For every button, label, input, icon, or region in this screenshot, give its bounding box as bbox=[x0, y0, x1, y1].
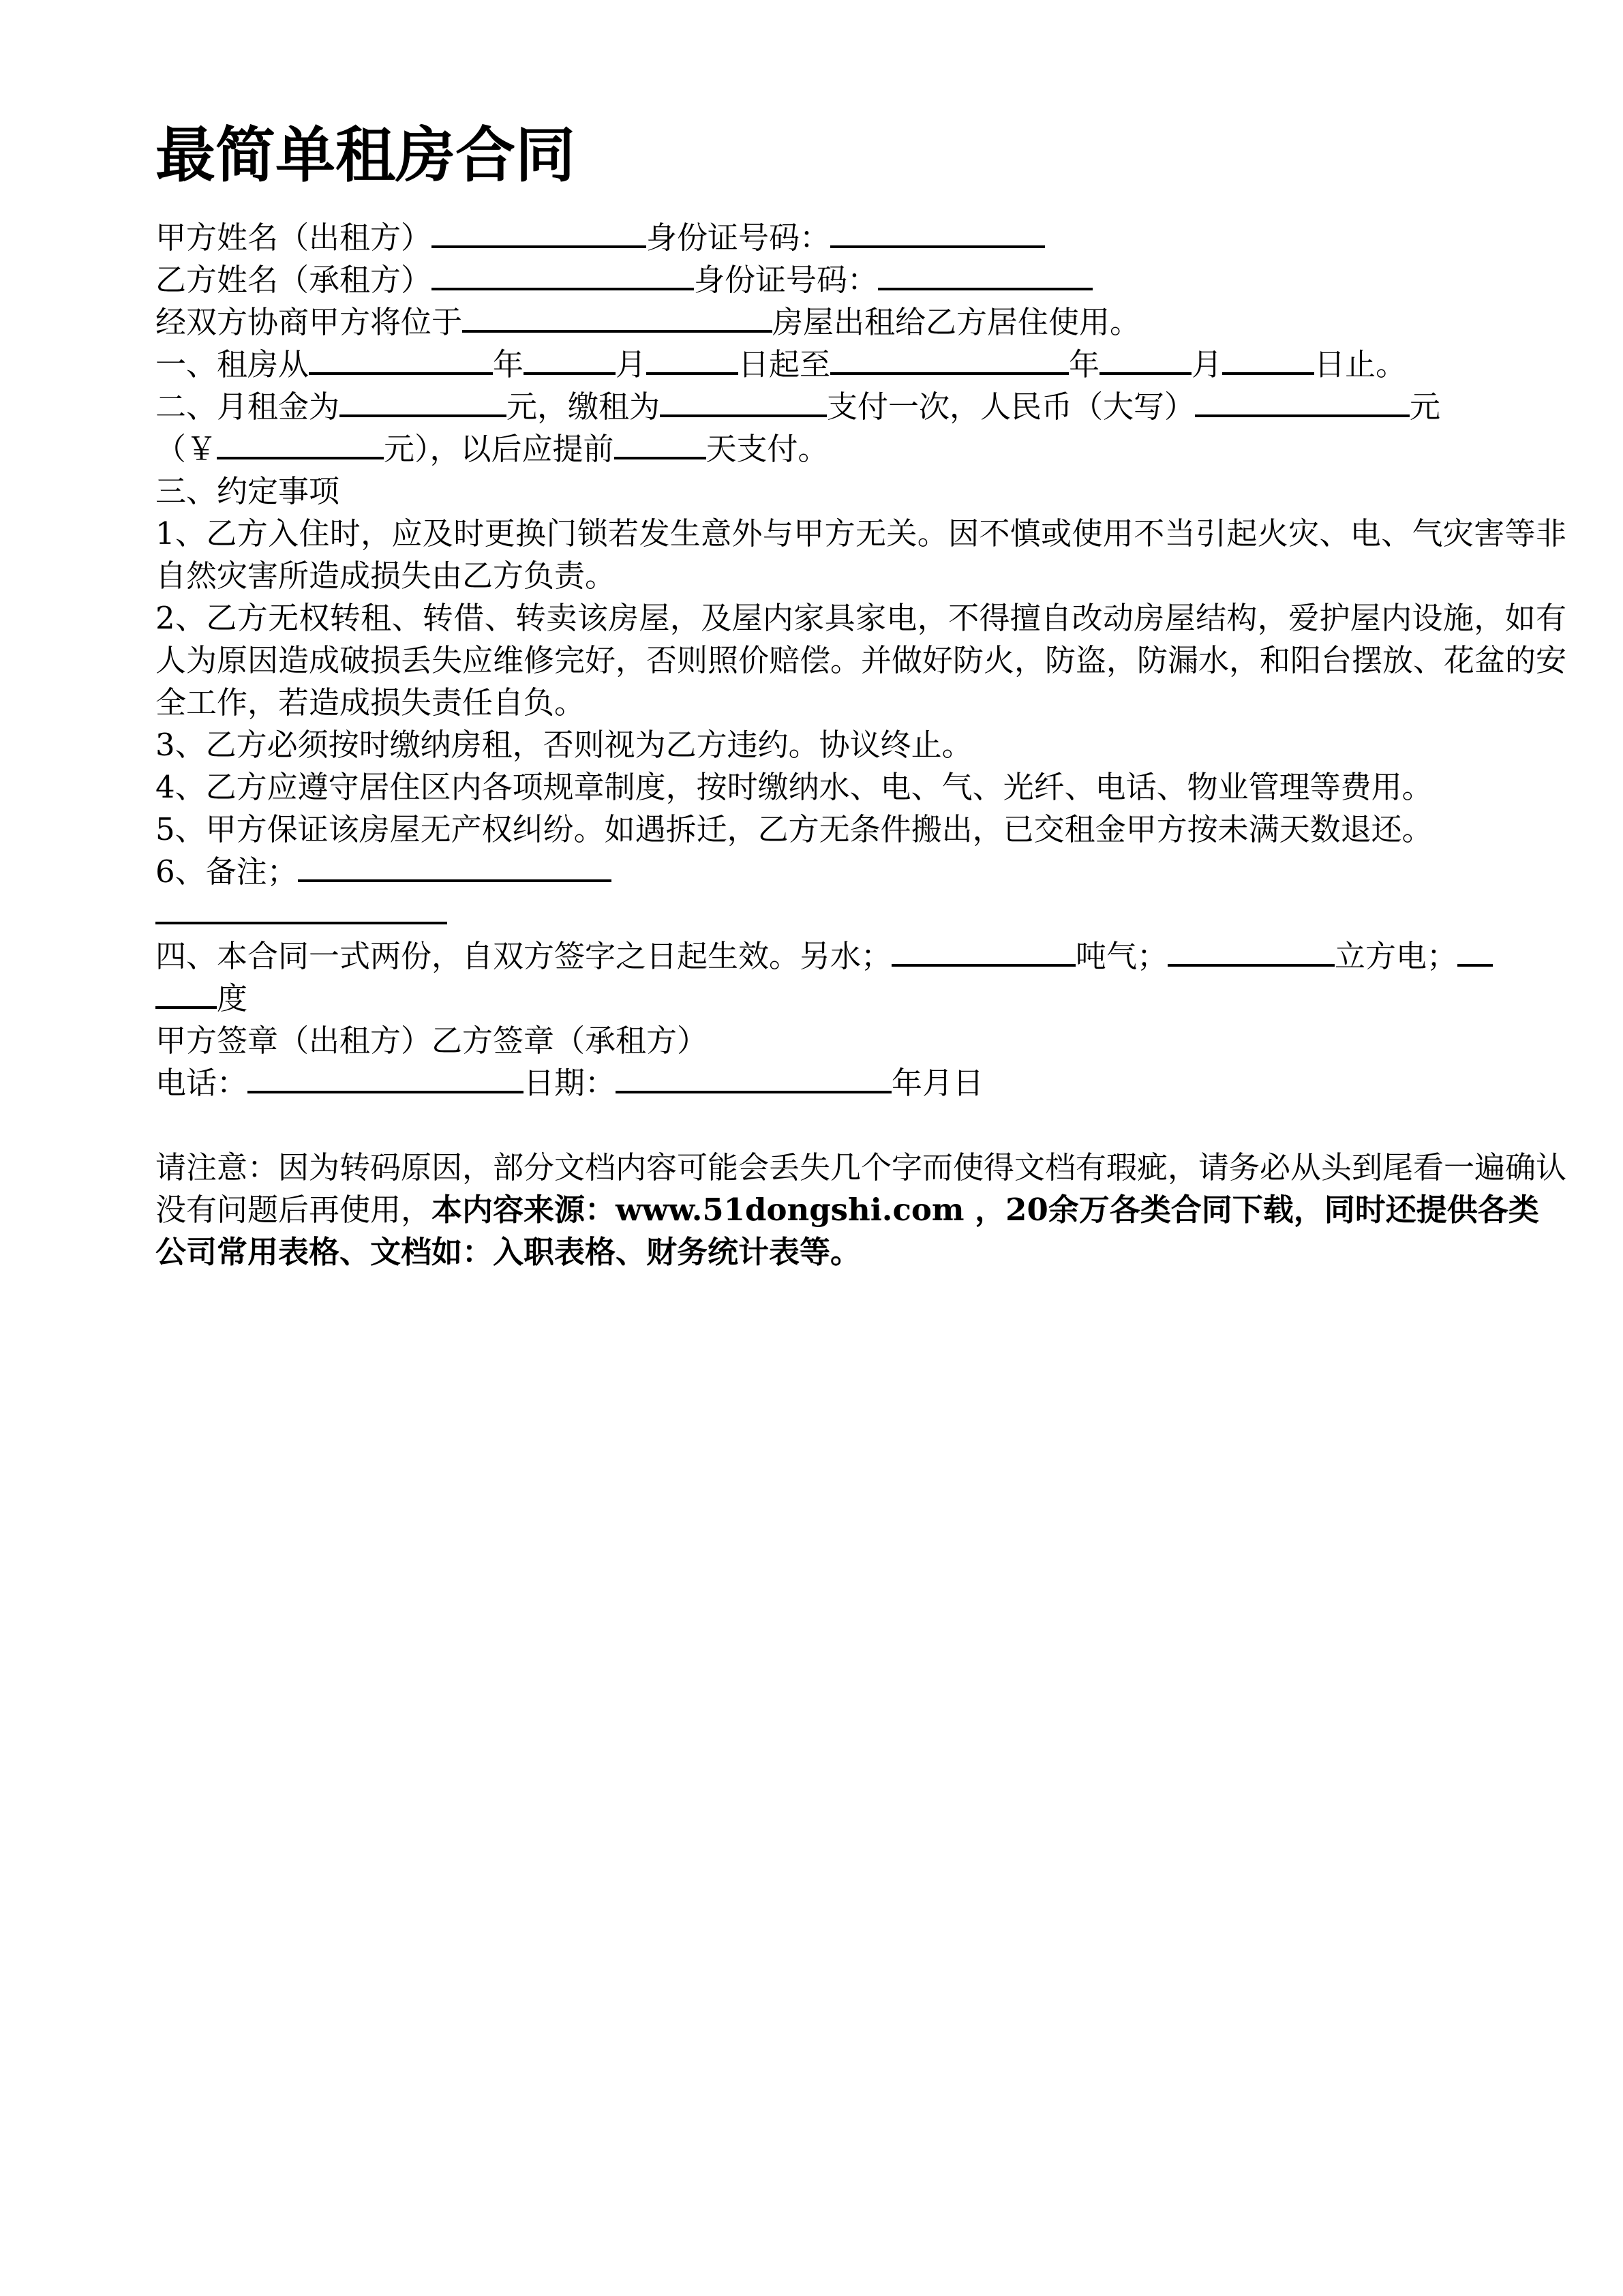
effect-cubic-elec: 立方电； bbox=[1335, 938, 1458, 974]
water-blank[interactable] bbox=[892, 937, 1076, 967]
phone-blank[interactable] bbox=[247, 1063, 524, 1093]
end-month-blank[interactable] bbox=[1099, 345, 1192, 375]
rent-days-pay: 天支付。 bbox=[706, 431, 829, 467]
landlord-id-blank[interactable] bbox=[830, 218, 1045, 248]
end-year-blank[interactable] bbox=[830, 345, 1069, 375]
advance-days-blank[interactable] bbox=[614, 429, 706, 459]
premise-address-blank[interactable] bbox=[462, 303, 772, 333]
tenant-name-blank[interactable] bbox=[431, 260, 694, 290]
clause-5: 5、甲方保证该房屋无产权纠纷。如遇拆迁，乙方无条件搬出，已交租金甲方按未满天数退还。 bbox=[155, 811, 1433, 847]
clause-4: 4、乙方应遵守居住区内各项规章制度，按时缴纳水、电、气、光纤、电话、物业管理等费用。 bbox=[155, 769, 1433, 805]
term-line bbox=[155, 344, 1566, 386]
tenant-line bbox=[155, 259, 1566, 301]
clause-3: 3、乙方必须按时缴纳房租，否则视为乙方违约。协议终止。 bbox=[155, 727, 973, 763]
rent-line-2 bbox=[155, 428, 1566, 470]
phone-date-line bbox=[155, 1062, 1566, 1104]
term-day-start: 日起至 bbox=[738, 346, 831, 382]
remark-line-2 bbox=[155, 893, 1566, 935]
effect-text: 四、本合同一式两份，自双方签字之日起生效。另水； bbox=[155, 938, 892, 974]
clause-2: 2、乙方无权转租、转借、转卖该房屋，及屋内家具家电，不得擅自改动房屋结构，爱护屋内设施，如有人为原因造成破损丢失应维修完好，否则照价赔偿。并做好防火，防盗，防漏水，和阳台摆放、花盆的安全工作，若造成损失责任自负。 bbox=[155, 600, 1567, 721]
notice-source-text: 本内容来源：www.51dongshi.com ，20余万各类合同下载，同时还提供各类公司常用表格、文档如：入职表格、财务统计表等。 bbox=[155, 1192, 1539, 1270]
remark-label: 6、备注； bbox=[155, 854, 298, 890]
rent-yuan2: 元 bbox=[1410, 389, 1441, 425]
premise-prefix: 经双方协商甲方将位于 bbox=[155, 304, 463, 340]
rent-paren-open: （￥ bbox=[155, 431, 217, 467]
start-year-blank[interactable] bbox=[309, 345, 493, 375]
landlord-line bbox=[155, 217, 1566, 259]
tenant-name-label: 乙方姓名（承租方） bbox=[155, 262, 432, 298]
effect-line-2 bbox=[155, 978, 1566, 1020]
contract-body bbox=[155, 217, 1566, 1273]
document-title: 最简单租房合同 bbox=[155, 120, 576, 190]
remark-blank-2[interactable] bbox=[155, 894, 447, 924]
tenant-id-label: 身份证号码： bbox=[694, 262, 879, 298]
rent-advance: 元），以后应提前 bbox=[384, 431, 614, 467]
rent-yuan: 元，缴租为 bbox=[506, 389, 661, 425]
term-prefix: 一、租房从 bbox=[155, 346, 309, 382]
landlord-name-label: 甲方姓名（出租方） bbox=[155, 220, 432, 256]
term-month2: 月 bbox=[1192, 346, 1223, 382]
effect-degree: 度 bbox=[217, 980, 248, 1016]
clauses-heading: 三、约定事项 bbox=[155, 473, 340, 509]
term-year2: 年 bbox=[1069, 346, 1100, 382]
signature-line: 甲方签章（出租方）乙方签章（承租方） bbox=[155, 1023, 708, 1059]
premise-suffix: 房屋出租给乙方居住使用。 bbox=[772, 304, 1141, 340]
notice-text: 请注意：因为转码原因，部分文档内容可能会丢失几个字而使得文档有瑕疵，请务必从头到尾看一遍确认没有问题后再使用， bbox=[155, 1149, 1567, 1228]
term-day-end: 日止。 bbox=[1314, 346, 1407, 382]
phone-label: 电话： bbox=[155, 1065, 248, 1101]
electricity-blank[interactable] bbox=[1457, 937, 1493, 967]
rent-prefix: 二、月租金为 bbox=[155, 389, 340, 425]
premise-line bbox=[155, 301, 1566, 344]
electricity-blank-2[interactable] bbox=[155, 979, 217, 1009]
gas-blank[interactable] bbox=[1168, 937, 1335, 967]
effect-ton-gas: 吨气； bbox=[1076, 938, 1168, 974]
end-day-blank[interactable] bbox=[1222, 345, 1314, 375]
rent-numeric-blank[interactable] bbox=[217, 429, 384, 459]
tenant-id-blank[interactable] bbox=[878, 260, 1093, 290]
effect-line bbox=[155, 935, 1566, 978]
landlord-name-blank[interactable] bbox=[431, 218, 646, 248]
rent-uppercase-blank[interactable] bbox=[1195, 387, 1410, 417]
start-month-blank[interactable] bbox=[524, 345, 616, 375]
term-year: 年 bbox=[493, 346, 524, 382]
notice-paragraph bbox=[155, 1147, 1566, 1273]
monthly-rent-blank[interactable] bbox=[339, 387, 506, 417]
term-month: 月 bbox=[616, 346, 647, 382]
remark-line bbox=[155, 851, 1566, 893]
date-ymd: 年月日 bbox=[892, 1065, 984, 1101]
rent-line bbox=[155, 386, 1566, 428]
landlord-id-label: 身份证号码： bbox=[646, 220, 831, 256]
clause-1: 1、乙方入住时，应及时更换门锁若发生意外与甲方无关。因不慎或使用不当引起火灾、电、气灾害等非自然灾害所造成损失由乙方负责。 bbox=[155, 515, 1566, 594]
start-day-blank[interactable] bbox=[646, 345, 738, 375]
date-blank[interactable] bbox=[616, 1063, 892, 1093]
date-label: 日期： bbox=[524, 1065, 616, 1101]
spacer bbox=[155, 1104, 1566, 1147]
rent-pay-once: 支付一次，人民币（大写） bbox=[827, 389, 1196, 425]
payment-period-blank[interactable] bbox=[660, 387, 827, 417]
remark-blank[interactable] bbox=[298, 852, 611, 882]
